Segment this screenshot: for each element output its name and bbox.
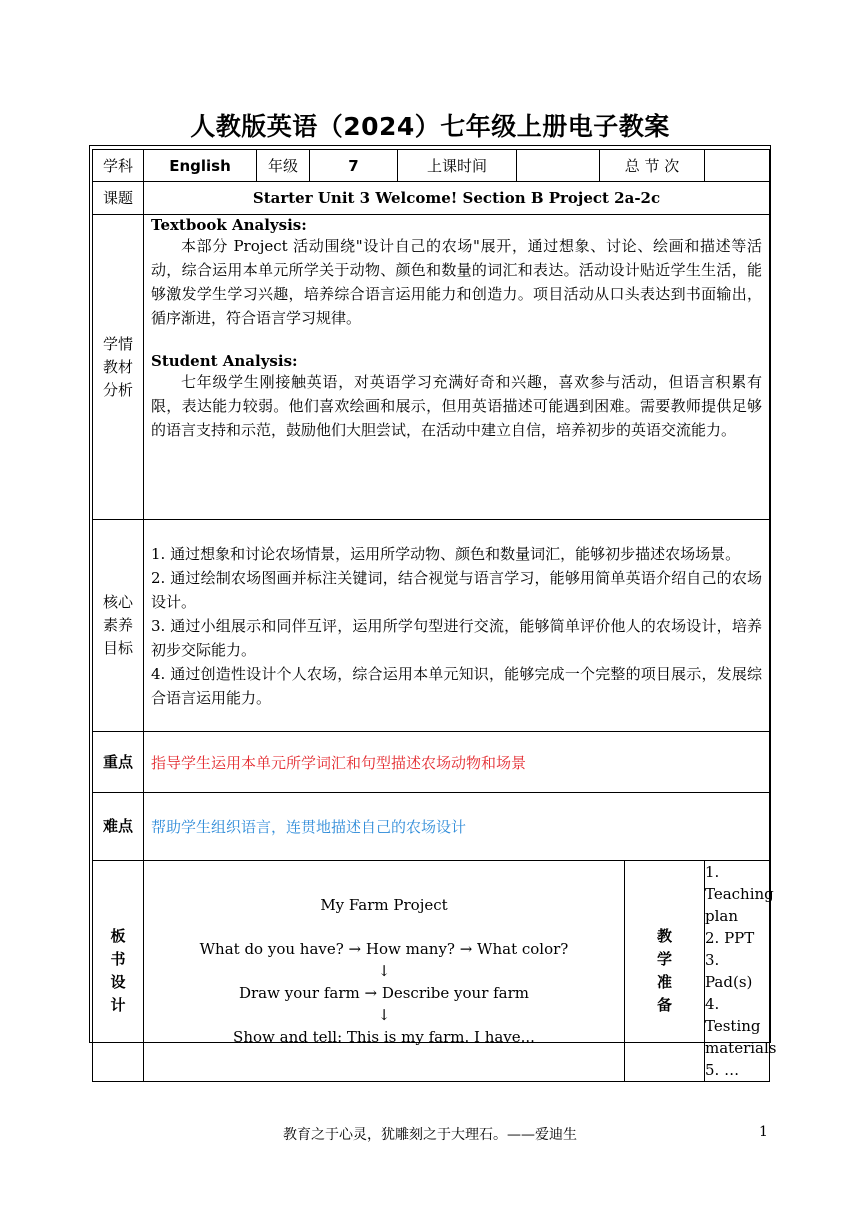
- board-line: Draw your farm → Describe your farm: [238, 984, 530, 1002]
- key-point-cell: [144, 732, 770, 793]
- board-label-char: 书: [110, 950, 126, 968]
- prep-item: 3. Pad(s): [705, 951, 753, 991]
- board-line: What do you have? → How many? → What color?: [199, 940, 569, 958]
- footer-motto: 教育之于心灵，犹雕刻之于大理石。——爱迪生: [283, 1127, 577, 1143]
- class-time-value: [517, 150, 600, 182]
- difficulty-label: 难点: [93, 793, 144, 861]
- prep-label-char: 准: [656, 973, 672, 991]
- topic-label: 课题: [93, 182, 144, 215]
- page-number: 1: [759, 1124, 768, 1140]
- board-arrow: ↓: [377, 962, 391, 980]
- analysis-content: [144, 215, 770, 520]
- board-label-char: 计: [110, 996, 126, 1014]
- total-periods-label: 总 节 次: [600, 150, 705, 182]
- goals-row: [93, 520, 770, 732]
- prep-label: [625, 861, 705, 1082]
- difficulty-row: [93, 793, 770, 861]
- total-periods-value: [705, 150, 770, 182]
- analysis-label-line: 教材: [102, 357, 133, 376]
- analysis-label: [93, 215, 144, 520]
- prep-content: [705, 861, 777, 1082]
- goal-item: 2. 通过绘制农场图画并标注关键词，结合视觉与语言学习，能够用简单英语介绍自己的农场设计。: [151, 568, 762, 611]
- lesson-plan-table: [92, 149, 777, 1082]
- grade-label: 年级: [257, 150, 310, 182]
- prep-label-char: 教: [656, 927, 672, 945]
- class-time-label: 上课时间: [398, 150, 517, 182]
- analysis-label-line: 学情: [102, 334, 133, 353]
- textbook-analysis-heading: Textbook Analysis:: [151, 216, 307, 234]
- topic-row: [93, 182, 770, 215]
- board-label: [93, 861, 144, 1082]
- analysis-label-line: 分析: [102, 380, 133, 399]
- board-label-char: 设: [110, 973, 126, 991]
- goals-content: [144, 520, 770, 732]
- difficulty-cell: [144, 793, 770, 861]
- goal-item: 1. 通过想象和讨论农场情景，运用所学动物、颜色和数量词汇，能够初步描述农场场景。: [151, 544, 741, 563]
- goals-label: [93, 520, 144, 732]
- goal-item: 3. 通过小组展示和同伴互评，运用所学句型进行交流，能够简单评价他人的农场设计，培养初步交际能力。: [151, 616, 762, 659]
- goal-item: 4. 通过创造性设计个人农场，综合运用本单元知识，能够完成一个完整的项目展示，发展综合语言运用能力。: [151, 664, 762, 707]
- key-point-label: 重点: [93, 732, 144, 793]
- analysis-row: [93, 215, 770, 520]
- goals-label-line: 目标: [102, 639, 133, 657]
- prep-label-char: 学: [656, 950, 672, 968]
- page-title: 人教版英语（2024）七年级上册电子教案: [190, 112, 670, 141]
- board-row: [93, 861, 770, 1082]
- textbook-analysis-text: 本部分 Project 活动围绕"设计自己的农场"展开，通过想象、讨论、绘画和描述等活动，综合运用本单元所学关于动物、颜色和数量的词汇和表达。活动设计贴近学生生活，能够激发学生学习兴趣，培养综合语言运用能力和创造力。项目活动从口头表达到书面输出，循序渐进，符合语言学习规律。: [151, 237, 762, 327]
- prep-item: 4. Testing materials: [705, 995, 777, 1057]
- key-point-row: [93, 732, 770, 793]
- goals-label-line: 素养: [102, 616, 133, 634]
- board-spacer: [144, 916, 624, 938]
- topic-value: Starter Unit 3 Welcome! Section B Project 2a-2c: [144, 182, 770, 215]
- board-design-content: [144, 861, 625, 1082]
- grade-value: 7: [310, 150, 398, 182]
- student-analysis-text: 七年级学生刚接触英语，对英语学习充满好奇和兴趣，喜欢参与活动，但语言积累有限，表达能力较弱。他们喜欢绘画和展示，但用英语描述可能遇到困难。需要教师提供足够的语言支持和示范，鼓励他们大胆尝试，在活动中建立自信，培养初步的英语交流能力。: [151, 373, 762, 439]
- student-analysis-heading: Student Analysis:: [151, 352, 298, 370]
- prep-item: 1. Teaching plan: [705, 863, 774, 925]
- difficulty-text: 帮助学生组织语言，连贯地描述自己的农场设计: [151, 818, 467, 836]
- prep-label-char: 备: [656, 996, 672, 1014]
- header-row: [93, 150, 770, 182]
- board-line: My Farm Project: [320, 896, 448, 914]
- subject-label: 学科: [93, 150, 144, 182]
- board-line: Show and tell: This is my farm. I have...: [233, 1028, 535, 1046]
- board-arrow: ↓: [377, 1006, 391, 1024]
- prep-item: 2. PPT: [705, 929, 755, 947]
- goals-label-line: 核心: [102, 593, 133, 611]
- board-label-char: 板: [110, 927, 126, 945]
- key-point-text: 指导学生运用本单元所学词汇和句型描述农场动物和场景: [151, 753, 527, 772]
- prep-item: 5. …: [705, 1061, 740, 1079]
- subject-value: English: [144, 150, 257, 182]
